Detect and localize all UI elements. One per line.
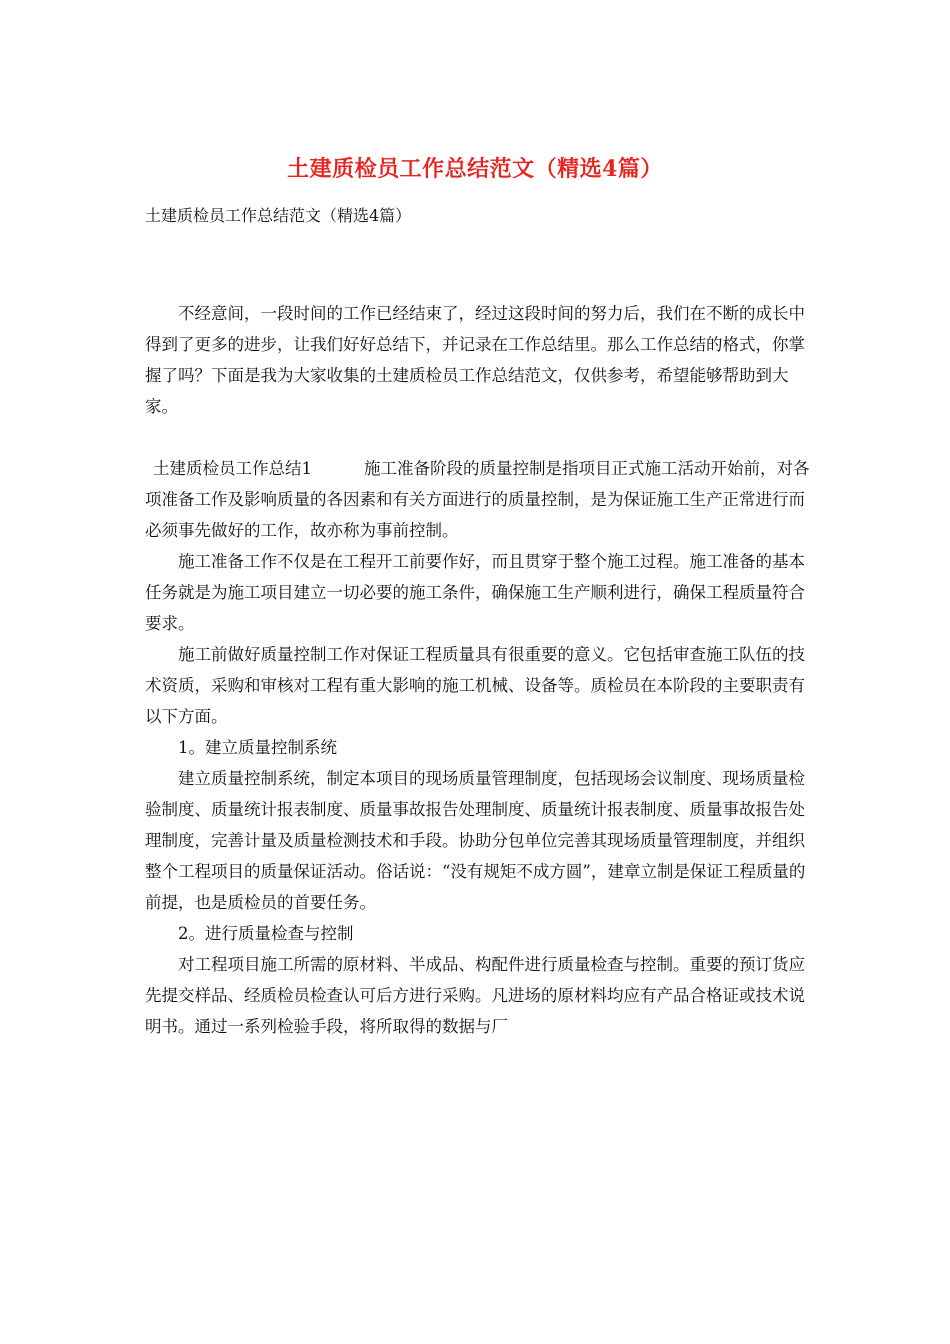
paragraph-3: 施工前做好质量控制工作对保证工程质量具有很重要的意义。它包括审查施工队伍的技术资质，采购和审核对工程有重大影响的施工机械、设备等。质检员在本阶段的主要职责有以下方面。 <box>145 645 805 726</box>
section1-paragraph <box>145 453 815 546</box>
document-subtitle: 土建质检员工作总结范文（精选4篇） <box>145 206 412 225</box>
section1-heading: 土建质检员工作总结1 <box>153 459 312 478</box>
paragraph-2: 施工准备工作不仅是在工程开工前要作好，而且贯穿于整个施工过程。施工准备的基本任务就是为施工项目建立一切必要的施工条件，确保施工生产顺利进行，确保工程质量符合要求。 <box>145 552 805 633</box>
intro-paragraph: 不经意间，一段时间的工作已经结束了，经过这段时间的努力后，我们在不断的成长中得到了更多的进步，让我们好好总结下，并记录在工作总结里。那么工作总结的格式，你掌握了吗？下面是我为大家收集的土建质检员工作总结范文，仅供参考，希望能够帮助到大家。 <box>145 304 805 416</box>
paragraph-gap <box>145 422 815 453</box>
item1-body: 建立质量控制系统，制定本项目的现场质量管理制度，包括现场会议制度、现场质量检验制度、质量统计报表制度、质量事故报告处理制度、质量统计报表制度、质量事故报告处理制度，完善计量及质量检测技术和手段。协助分包单位完善其现场质量管理制度，并组织整个工程项目的质量保证活动。俗话说：“没有规矩不成方圆”，建章立制是保证工程质量的前提，也是质检员的首要任务。 <box>145 769 806 912</box>
item2-heading: 2。进行质量检查与控制 <box>178 924 354 943</box>
document-title: 土建质检员工作总结范文（精选4篇） <box>287 156 663 182</box>
section1-lead: 施工准备阶段的质量控制是指项目正式施工活动开始前，对各项准备工作及影响质量的各因素和有关方面进行的质量控制，是为保证施工生产正常进行而必须事先做好的工作，故亦称为事前控制。 <box>145 459 810 540</box>
document-body <box>145 298 815 1042</box>
item2-body: 对工程项目施工所需的原材料、半成品、构配件进行质量检查与控制。重要的预订货应先提交样品、经质检员检查认可后方进行采购。凡进场的原材料均应有产品合格证或技术说明书。通过一系列检验手段，将所取得的数据与厂 <box>145 955 805 1036</box>
item1-heading: 1。建立质量控制系统 <box>178 738 337 757</box>
